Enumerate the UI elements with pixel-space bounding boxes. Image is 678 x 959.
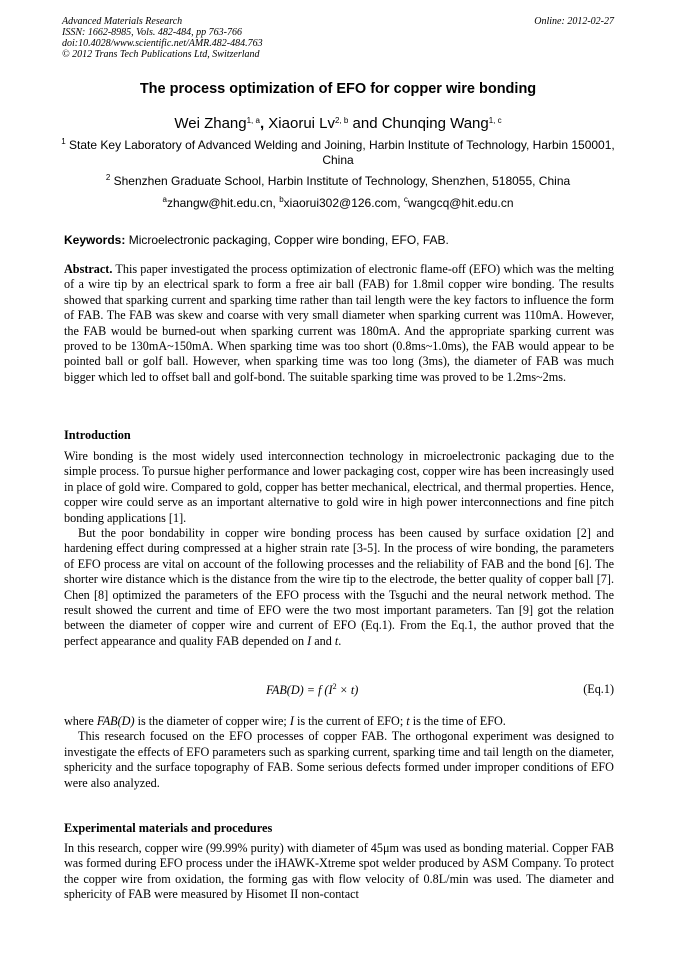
equation-body — [266, 682, 358, 698]
experimental-heading: Experimental materials and procedures — [64, 821, 273, 835]
email-list — [60, 196, 616, 210]
equation-lhs: FAB(D) = f (I — [266, 683, 333, 698]
abstract-label: Abstract. — [64, 262, 113, 276]
abstract — [64, 262, 614, 385]
paragraph-text: is the current of EFO; — [293, 714, 407, 728]
doi[interactable]: doi:10.4028/www.scientific.net/AMR.482-484.763 — [62, 38, 263, 49]
variable-i: I — [307, 633, 312, 648]
variable-t: t — [334, 633, 339, 648]
paragraph-text: and — [311, 633, 335, 648]
paragraph: This research focused on the EFO processes of copper FAB. The orthogonal experiment was designed to investigate the effects of EFO parameters such as sparking current, sparking time and tail length on the diameter, sphericity and the surface topography of FAB. Some serious defects formed under improper conditions of EFO were also analyzed. — [64, 729, 614, 790]
paragraph — [64, 526, 614, 649]
keywords — [64, 233, 620, 247]
email-link[interactable]: zhangw@hit.edu.cn, — [166, 196, 280, 210]
paragraph-text: . — [338, 633, 342, 648]
equation-rhs: × t) — [336, 683, 359, 698]
paper-title: The process optimization of EFO for copper wire bonding — [139, 81, 537, 97]
abstract-text: This paper investigated the process optimization of electronic flame-off (EFO) which was the melting of a wire tip by an electrical spark to form a free air ball (FAB) for 1.8mil copper wire bonding. The results showed that sparking current and sparking time rather than tail length were the key factors to influence the form of FAB. The FAB was skew and coarse with very small diameter when sparking current was 110mA. However, the FAB would be burned-out when sparking current was 180mA. And the appropriate sparking current was proved to be 130mA~150mA. When sparking time was too short (0.8ms~1.0ms), the FAB would appear to be pointed ball or golf ball. However, when sparking time was too long (3ms), the diameter of FAB was much bigger which led to offset ball and golf-bond. The suitable sparking time was proved to be 1.2ms~2ms. — [64, 262, 614, 384]
online-date: Online: 2012-02-27 — [534, 16, 614, 27]
author-name: Chunqing Wang — [381, 115, 489, 132]
affiliation-marker: 2 — [105, 173, 111, 182]
variable-t: t — [406, 714, 410, 728]
email-marker: b — [279, 195, 284, 204]
equation-label: (Eq.1) — [583, 682, 614, 696]
introduction-body — [64, 449, 614, 649]
author-superscript: 1, a — [246, 116, 260, 125]
author-superscript: 1, c — [488, 116, 502, 125]
paragraph-text: is the diameter of copper wire; — [134, 714, 290, 728]
affiliation-text: State Key Laboratory of Advanced Welding and Joining, Harbin Institute of Technology, Harbin 150001, China — [69, 138, 615, 167]
paragraph: Wire bonding is the most widely used interconnection technology in microelectronic packaging due to the simple process. To pursue higher performance and lower packaging cost, copper wire has been increasingly used in place of gold wire. Compared to gold, copper has better mechanical, electrical, and thermal properties. Hence, copper wire could serve as an important alternative to gold wire in high power interconnections and fine pitch bonding applications [1]. — [64, 449, 614, 525]
introduction-heading: Introduction — [64, 428, 131, 442]
email-link[interactable]: wangcq@hit.edu.cn — [407, 196, 514, 210]
issn: ISSN: 1662-8985, Vols. 482-484, pp 763-766 — [62, 27, 242, 38]
variable-fabd: FAB(D) — [96, 714, 135, 728]
author-name: Xiaorui Lv — [268, 115, 335, 132]
paragraph-text: where — [64, 714, 97, 728]
keywords-text: Microelectronic packaging, Copper wire bonding, EFO, FAB. — [125, 233, 449, 247]
email-marker: c — [403, 195, 408, 204]
paragraph — [64, 714, 614, 729]
copyright: © 2012 Trans Tech Publications Ltd, Switzerland — [62, 49, 260, 60]
running-header-left — [62, 16, 482, 60]
variable-i: I — [289, 714, 294, 728]
affiliation-text: Shenzhen Graduate School, Harbin Institute of Technology, Shenzhen, 518055, China — [113, 174, 571, 188]
author-separator: , — [259, 115, 269, 132]
keywords-label: Keywords: — [64, 233, 126, 247]
paragraph: In this research, copper wire (99.99% purity) with diameter of 45μm was used as bonding material. Copper FAB was formed during EFO process under the iHAWK-Xtreme spot welder produced by ASM Company. To protect the copper wire from oxidation, the forming gas with flow velocity of 0.8L/min was used. The diameter and sphericity of FAB were measured by Hisomet II non-contact — [64, 841, 614, 902]
email-marker: a — [162, 195, 167, 204]
author-name: Wei Zhang — [174, 115, 247, 132]
journal-name: Advanced Materials Research — [62, 16, 183, 27]
post-equation-body — [64, 714, 614, 791]
affiliation-2 — [60, 174, 616, 189]
experimental-body — [64, 841, 614, 903]
author-separator: and — [348, 115, 382, 132]
paragraph-text: is the time of EFO. — [409, 714, 506, 728]
equation-exponent: 2 — [332, 682, 337, 691]
affiliation-marker: 1 — [61, 137, 66, 146]
paragraph-text: But the poor bondability in copper wire bonding process has been caused by surface oxidation [2] and hardening effect during compressed at a higher strain rate [3-5]. In the process of wire bonding, the parameters of EFO process are vital on account of the following processes and the reliability of FAB and the bond [6]. The shorter wire distance which is the distance from the wire tip to the electrode, the better quality of copper ball [7]. Chen [8] optimized the parameters of the EFO process with the Tsguchi and the neural network method. The result showed the current and time of EFO were the two most important parameters. Tan [9] got the relation between the diameter of copper wire and current of EFO (Eq.1). From the Eq.1, the author proved that the perfect appearance and quality FAB depended on — [64, 526, 614, 648]
author-superscript: 2, b — [335, 116, 349, 125]
affiliation-1 — [60, 138, 616, 167]
email-link[interactable]: xiaorui302@126.com, — [283, 196, 404, 210]
author-list — [60, 115, 616, 132]
